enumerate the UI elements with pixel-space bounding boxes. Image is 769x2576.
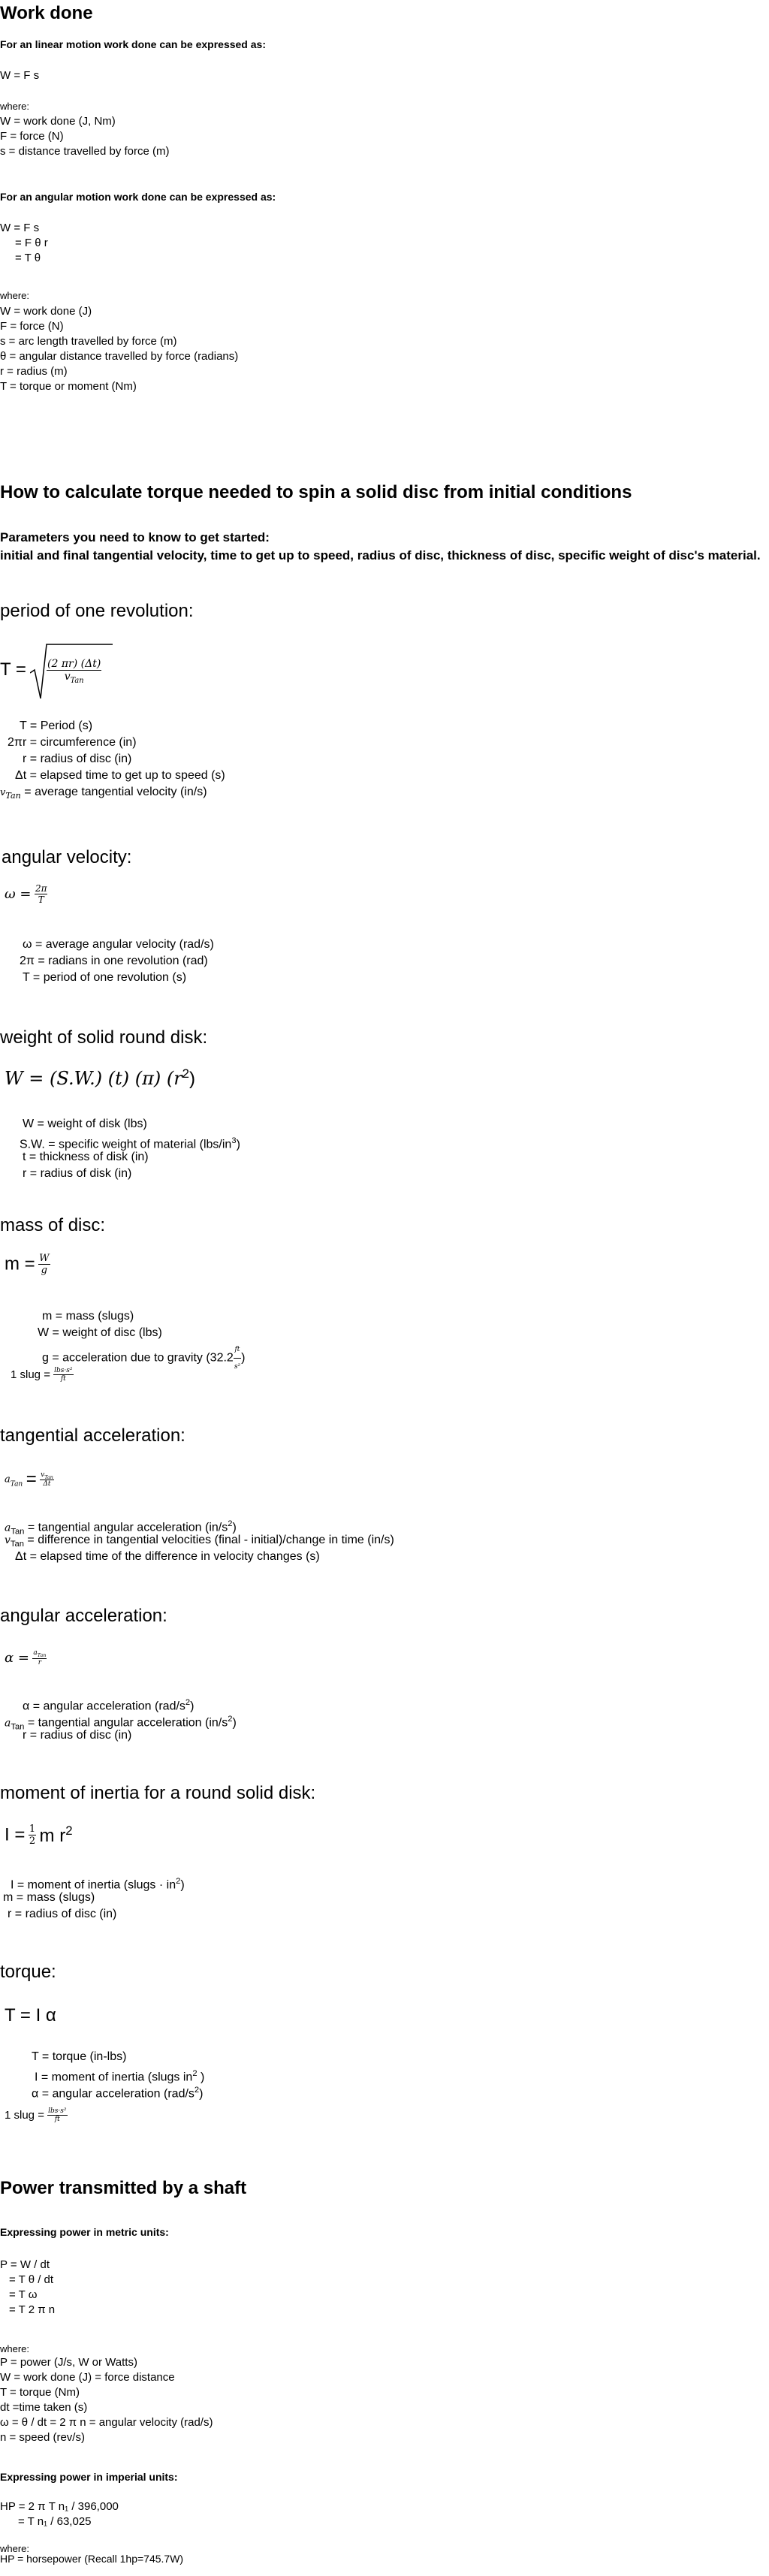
def-text: α = angular acceleration (rad/s [32, 2087, 195, 2101]
slug-den: ft [60, 1375, 66, 1383]
tan-sub: Tan [10, 1540, 24, 1549]
v-symbol: v [64, 671, 71, 683]
def-line: W = work done (J, Nm) [0, 115, 116, 128]
sup-2: 2 [185, 1698, 191, 1707]
tan-sub: Tan [37, 1652, 47, 1658]
def-line [0, 1516, 394, 1537]
g-units [234, 1341, 241, 1375]
tan-sub: Tan [11, 1527, 25, 1537]
params-line-2: initial and final tangential velocity, time to get up to speed, radius of disc, thickness of disc, specific weight of disc's material. [0, 548, 761, 563]
def-text: = tangential angular acceleration (in/s [27, 1716, 228, 1730]
sup-2: 2 [194, 2086, 200, 2095]
ta-num [40, 1471, 54, 1481]
def-text: g = acceleration due to gravity (32.2 [42, 1351, 234, 1365]
inertia-heading: moment of inertia for a round solid disk: [0, 1783, 316, 1803]
a-symbol: a [5, 1717, 11, 1730]
tangential-acceleration-formula [5, 1469, 54, 1490]
torque-defs [0, 2049, 205, 2101]
a-symbol: a [33, 1649, 38, 1657]
def-line [0, 1711, 237, 1732]
def-line [0, 1133, 240, 1149]
slug-label: 1 slug = [11, 1368, 50, 1381]
inertia-formula [5, 1823, 73, 1847]
work-done-title: Work done [0, 3, 93, 23]
def-text: = tangential angular acceleration (in/s [27, 1521, 228, 1534]
g-num: ft [234, 1341, 241, 1359]
inertia-defs [0, 1873, 185, 1923]
angular-velocity-defs [0, 937, 214, 986]
alpha-lhs: α = [5, 1649, 29, 1666]
alpha-den: r [38, 1658, 42, 1667]
def-line: m = mass (slugs) [42, 1310, 134, 1323]
def-line: F = force (N) [0, 320, 64, 333]
def-line: dt =time taken (s) [0, 2401, 88, 2414]
tangential-acceleration-defs [0, 1516, 394, 1565]
inertia-lhs: I = [5, 1824, 26, 1845]
weight-defs [0, 1116, 240, 1182]
mass-lhs: m = [5, 1253, 35, 1274]
def-line: Δt = elapsed time of the difference in velocity changes (s) [15, 1550, 320, 1563]
formula-line: HP = 2 π T n₁ / 396,000 [0, 2500, 119, 2513]
power-title: Power transmitted by a shaft [0, 2178, 247, 2198]
period-den [47, 671, 101, 685]
omega-num: 2π [35, 883, 47, 894]
def-line: T = period of one revolution (s) [23, 971, 187, 984]
weight-formula-text: W = (S.W.) (t) (π) (r [5, 1068, 182, 1089]
def-line: P = power (J/s, W or Watts) [0, 2356, 137, 2369]
tan-sub: Tan [11, 1722, 25, 1732]
angular-where: where: [0, 290, 30, 301]
slug-den: ft [54, 2116, 60, 2123]
def-line: W = work done (J) = force distance [0, 2371, 175, 2384]
mass-heading: mass of disc: [0, 1215, 106, 1235]
v-symbol: v [5, 1534, 11, 1546]
def-line: n = speed (rev/s) [0, 2431, 85, 2444]
linear-defs [0, 114, 170, 159]
def-text: I = moment of inertia (slugs in [35, 2071, 193, 2084]
v-symbol: v [41, 1470, 45, 1479]
def-line: W = weight of disc (lbs) [38, 1326, 162, 1339]
def-line: s = arc length travelled by force (m) [0, 335, 177, 348]
angular-acceleration-formula [5, 1649, 47, 1667]
close-paren: ) [180, 1878, 185, 1892]
angular-heading: For an angular motion work done can be expressed as: [0, 191, 276, 203]
def-line: HP = horsepower (Recall 1hp=745.7W) [0, 2553, 184, 2565]
def-line: T = torque or moment (Nm) [0, 380, 137, 393]
slug-num: lbs·s² [54, 1367, 73, 1374]
weight-sup: 2 [182, 1066, 190, 1081]
def-line: T = Period (s) [20, 719, 93, 732]
inertia-rhs-text: m r [39, 1826, 66, 1846]
angular-velocity-formula [5, 883, 47, 905]
formula-line: = T n₁ / 63,025 [18, 2515, 92, 2528]
metric-where: where: [0, 2343, 30, 2354]
def-line: T = torque (Nm) [0, 2386, 80, 2399]
v-symbol: v [0, 787, 6, 798]
params-line-1: Parameters you need to know to get started: [0, 530, 270, 544]
weight-formula [5, 1066, 195, 1090]
ta-den: Δt [43, 1480, 51, 1489]
def-text: S.W. = specific weight of material (lbs/in [20, 1138, 232, 1151]
imperial-heading: Expressing power in imperial units: [0, 2471, 178, 2483]
formula-line: = T 2 π n [9, 2303, 56, 2316]
def-line: ω = θ / dt = 2 π n = angular velocity (rad/s) [0, 2416, 213, 2429]
close-paren: ) [232, 1716, 237, 1730]
period-num: (2 πr) (Δt) [47, 658, 101, 670]
half-den: 2 [29, 1835, 36, 1847]
angular-defs [0, 304, 238, 394]
def-line: W = work done (J) [0, 305, 92, 318]
tan-sub: Tan [44, 1474, 53, 1480]
weight-close: ) [189, 1069, 196, 1089]
def-line [0, 1532, 394, 1549]
torque-disc-title: How to calculate torque needed to spin a solid disc from initial conditions [0, 482, 632, 502]
metric-defs [0, 2355, 213, 2445]
def-line: r = radius of disc (in) [23, 1729, 132, 1742]
formula-line: = T θ [15, 252, 41, 264]
imperial-formula [0, 2499, 119, 2529]
def-line [0, 1873, 185, 1890]
slug-label: 1 slug = [5, 2109, 44, 2122]
angular-velocity-heading: angular velocity: [2, 847, 132, 867]
sup-2: 2 [192, 2069, 198, 2078]
slug-num: lbs·s² [48, 2107, 67, 2115]
formula-line: = F θ r [15, 237, 48, 249]
close-paren: ) [236, 1138, 240, 1151]
formula-line: P = W / dt [0, 2258, 50, 2271]
close-paren: ) [197, 2071, 205, 2084]
torque-formula: T = I α [5, 2005, 56, 2026]
slug-definition [11, 1367, 74, 1383]
angular-acceleration-heading: angular acceleration: [0, 1606, 167, 1626]
omega-lhs: ω = [5, 886, 32, 902]
close-paren: ) [190, 1700, 195, 1713]
tan-sub: Tan [70, 676, 84, 685]
def-line [0, 2082, 204, 2101]
def-line [0, 2065, 204, 2082]
alpha-fraction [32, 1649, 47, 1667]
def-text: = average tangential velocity (in/s) [24, 786, 207, 798]
sup-2: 2 [65, 1823, 73, 1838]
def-line: Δt = elapsed time to get up to speed (s) [15, 769, 225, 782]
imperial-defs [0, 2553, 183, 2565]
inertia-rhs [39, 1823, 73, 1846]
def-line: θ = angular distance travelled by force (radians) [0, 350, 239, 363]
def-line: r = radius (m) [0, 365, 68, 378]
alpha-num [32, 1649, 47, 1659]
equals: = [26, 1469, 37, 1489]
linear-heading: For an linear motion work done can be expressed as: [0, 38, 266, 50]
sup-2: 2 [228, 1519, 233, 1528]
def-line: m = mass (slugs) [3, 1891, 95, 1904]
a-symbol: a [5, 1474, 11, 1486]
angular-formula [0, 221, 48, 266]
slug-fraction [53, 1367, 73, 1383]
def-line: t = thickness of disk (in) [23, 1151, 149, 1163]
period-heading: period of one revolution: [0, 601, 194, 621]
period-fraction [47, 658, 101, 685]
mass-den: g [41, 1265, 47, 1276]
period-defs [0, 718, 225, 801]
def-text: = difference in tangential velocities (final - initial)/change in time (in/s) [27, 1534, 394, 1546]
angular-acceleration-defs [0, 1694, 237, 1744]
def-line: ω = average angular velocity (rad/s) [23, 938, 214, 951]
tan-sub: Tan [10, 1480, 23, 1489]
def-text: I = moment of inertia (slugs · in [11, 1878, 176, 1892]
half-num: 1 [29, 1823, 36, 1835]
def-line: s = distance travelled by force (m) [0, 145, 170, 158]
def-line: r = radius of disc (in) [23, 753, 132, 765]
linear-formula: W = F s [0, 69, 40, 82]
weight-heading: weight of solid round disk: [0, 1027, 208, 1048]
linear-where: where: [0, 101, 30, 112]
tangential-fraction [40, 1471, 54, 1489]
def-line: r = radius of disk (in) [23, 1167, 132, 1180]
omega-den: T [38, 894, 44, 905]
def-line: T = torque (in-lbs) [32, 2050, 127, 2063]
close-paren: ) [241, 1351, 246, 1365]
omega-fraction [35, 883, 48, 905]
def-line: r = radius of disc (in) [8, 1908, 117, 1920]
params-block [0, 529, 766, 565]
a-symbol: a [5, 1522, 11, 1534]
def-line [0, 1694, 237, 1711]
mass-formula [5, 1253, 50, 1276]
torque-slug-definition [5, 2107, 68, 2123]
metric-formula [0, 2258, 55, 2318]
half-fraction [29, 1823, 36, 1847]
def-line: F = force (N) [0, 130, 64, 143]
sup-2: 2 [228, 1715, 233, 1724]
def-line: 2π = radians in one revolution (rad) [20, 955, 208, 967]
sup-2: 2 [176, 1877, 181, 1886]
tangential-acceleration-heading: tangential acceleration: [0, 1425, 185, 1446]
def-line [0, 784, 225, 801]
imperial-where: where: [0, 2543, 30, 2554]
slug-fraction [47, 2107, 67, 2123]
def-text: α = angular acceleration (rad/s [23, 1700, 185, 1713]
mass-num: W [39, 1253, 50, 1264]
metric-heading: Expressing power in metric units: [0, 2226, 169, 2238]
tan-sub: Tan [5, 791, 21, 801]
close-paren: ) [199, 2087, 204, 2101]
def-line: W = weight of disk (lbs) [23, 1118, 147, 1130]
mass-fraction [38, 1253, 50, 1276]
close-paren: ) [232, 1521, 237, 1534]
formula-line: = T ω [9, 2288, 38, 2301]
sup-3: 3 [231, 1136, 237, 1145]
period-lhs: T = [0, 659, 26, 680]
torque-heading: torque: [0, 1962, 56, 1982]
g-den: s² [234, 1363, 241, 1371]
formula-line: W = F s [0, 222, 40, 234]
formula-line: = T θ / dt [9, 2273, 54, 2286]
def-line: 2πr = circumference (in) [8, 736, 137, 749]
